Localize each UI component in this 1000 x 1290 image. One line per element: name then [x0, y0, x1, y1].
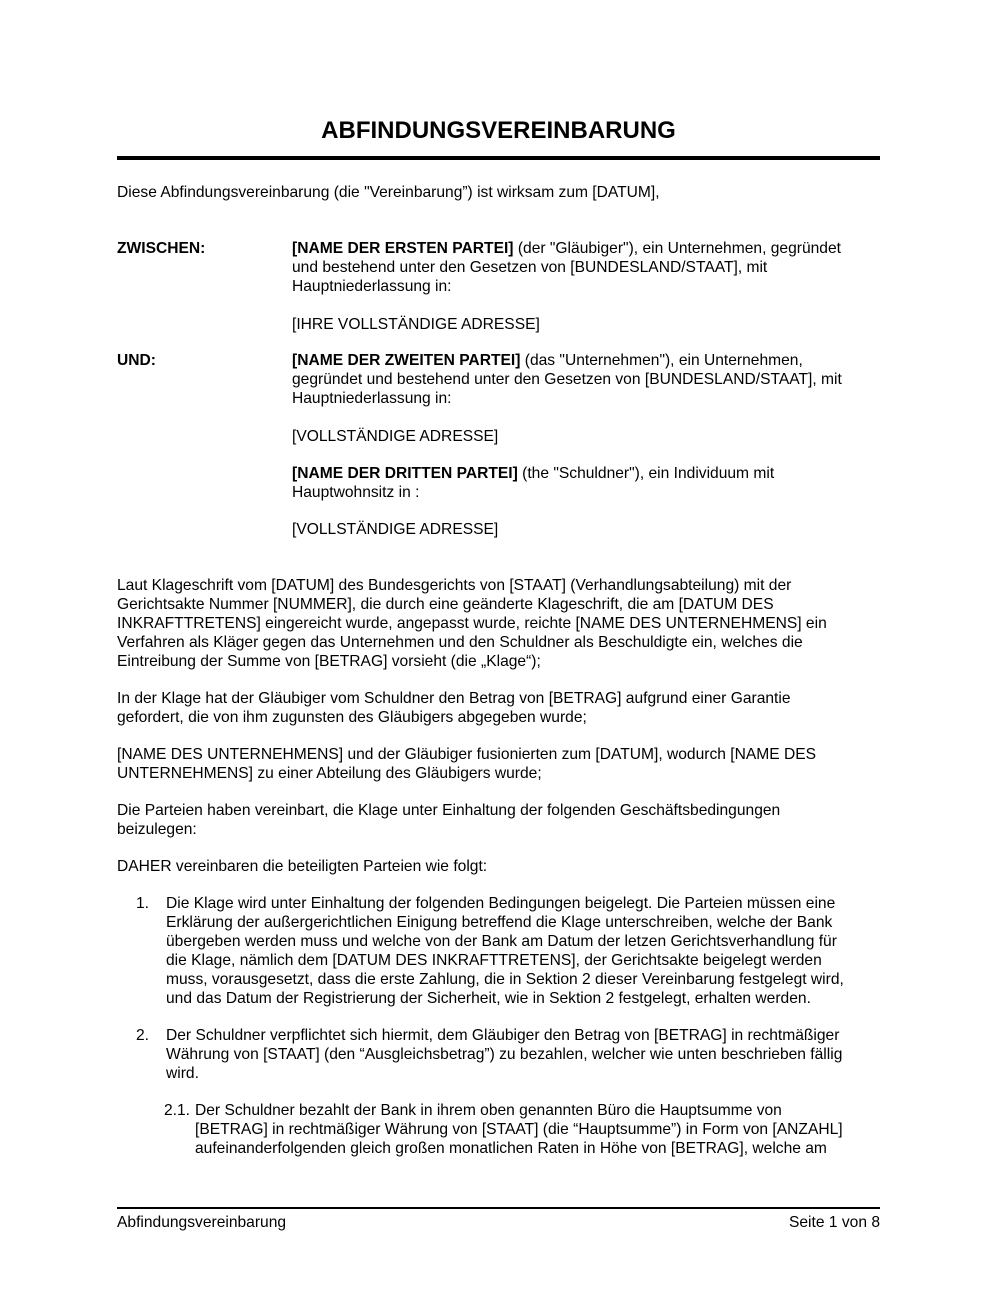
second-party-line-2: gegründet und bestehend unter den Gesetzen von [BUNDESLAND/STAAT], mit — [292, 371, 842, 388]
second-party-block — [292, 351, 842, 408]
subclause-2-1-text — [195, 1101, 843, 1158]
third-party-block — [292, 464, 774, 502]
recital-2-line: gefordert, die von ihm zugunsten des Gläubigers abgegeben wurde; — [117, 709, 587, 726]
first-party-address: [IHRE VOLLSTÄNDIGE ADRESSE] — [292, 316, 540, 333]
second-party-line-1-rest: (das "Unternehmen"), ein Unternehmen, — [520, 352, 803, 369]
recital-paragraph-1 — [117, 576, 827, 671]
recital-1-line: Gerichtsakte Nummer [NUMMER], die durch eine geänderte Klageschrift, die am [DATUM DES — [117, 596, 774, 613]
third-party-name: [NAME DER DRITTEN PARTEI] — [292, 465, 518, 482]
third-party-line-2: Hauptwohnsitz in : — [292, 484, 420, 501]
recital-4-line: beizulegen: — [117, 821, 197, 838]
clause-1-line: Erklärung der außergerichtlichen Einigung betreffend die Klage unterschreiben, welche der Bank — [166, 914, 833, 931]
clause-1-line: Die Klage wird unter Einhaltung der folgenden Bedingungen beigelegt. Die Parteien müssen eine — [166, 895, 836, 912]
clause-2-text — [166, 1026, 842, 1083]
clause-2-number: 2. — [136, 1027, 150, 1044]
recital-1-line: INKRAFTTRETENS] eingereicht wurde, angepasst wurde, reichte [NAME DES UNTERNEHMENS] ein — [117, 615, 827, 632]
first-party-block — [292, 239, 841, 296]
recital-4-line: Die Parteien haben vereinbart, die Klage unter Einhaltung der folgenden Geschäftsbedingungen — [117, 802, 781, 819]
first-party-line-1 — [292, 239, 841, 258]
clause-1-line: und das Datum der Registrierung der Sicherheit, wie in Sektion 2 festgelegt, erhalten werden. — [166, 990, 811, 1007]
subclause-2-1-line: Der Schuldner bezahlt der Bank in ihrem oben genannten Büro die Hauptsumme von — [195, 1102, 782, 1119]
clause-1-text — [166, 894, 844, 1008]
document-title: ABFINDUNGSVEREINBARUNG — [321, 117, 676, 144]
clause-1-line: übergeben werden muss und welche von der Bank am Datum der letzen Gerichtsverhandlung für — [166, 933, 837, 950]
third-party-address: [VOLLSTÄNDIGE ADRESSE] — [292, 521, 499, 538]
recital-1-line: Laut Klageschrift vom [DATUM] des Bundesgerichts von [STAAT] (Verhandlungsabteilung) mit der — [117, 577, 792, 594]
recital-3-line: [NAME DES UNTERNEHMENS] und der Gläubiger fusionierten zum [DATUM], wodurch [NAME DES — [117, 746, 817, 763]
subclause-2-1-line: [BETRAG] in rechtmäßiger Währung von [STAAT] (die “Hauptsumme”) in Form von [ANZAHL] — [195, 1121, 843, 1138]
first-party-line-3: Hauptniederlassung in: — [292, 278, 452, 295]
third-party-line-1-rest: (the "Schuldner"), ein Individuum mit — [517, 465, 775, 482]
recital-paragraph-4 — [117, 801, 780, 839]
footer-document-name: Abfindungsvereinbarung — [117, 1214, 287, 1231]
first-party-line-2: und bestehend unter den Gesetzen von [BUNDESLAND/STAAT], mit — [292, 259, 768, 276]
and-label: UND: — [117, 352, 156, 369]
subclause-2-1-line: aufeinanderfolgenden gleich großen monatlichen Raten in Höhe von [BETRAG], welche am — [195, 1140, 827, 1157]
clause-2-line: Währung von [STAAT] (den “Ausgleichsbetrag”) zu bezahlen, welcher wie unten beschrieben fällig — [166, 1046, 843, 1063]
recital-1-line: Verfahren als Kläger gegen das Unternehmen und den Schuldner als Beschuldigte ein, welches die — [117, 634, 803, 651]
recital-paragraph-2 — [117, 689, 791, 727]
between-label: ZWISCHEN: — [117, 240, 206, 257]
first-party-line-1-rest: (der "Gläubiger"), ein Unternehmen, gegründet — [513, 240, 841, 257]
recital-paragraph-3 — [117, 745, 816, 783]
clause-2-line: wird. — [166, 1065, 199, 1082]
second-party-line-3: Hauptniederlassung in: — [292, 390, 452, 407]
clause-2-line: Der Schuldner verpflichtet sich hiermit, dem Gläubiger den Betrag von [BETRAG] in rechtmäßiger — [166, 1027, 840, 1044]
footer-divider — [117, 1207, 880, 1209]
therefore-paragraph: DAHER vereinbaren die beteiligten Parteien wie folgt: — [117, 858, 488, 875]
third-party-line-1 — [292, 464, 774, 483]
second-party-name: [NAME DER ZWEITEN PARTEI] — [292, 352, 521, 369]
recital-2-line: In der Klage hat der Gläubiger vom Schuldner den Betrag von [BETRAG] aufgrund einer Garantie — [117, 690, 791, 707]
clause-1-line: muss, vorausgesetzt, dass die erste Zahlung, die in Sektion 2 dieser Vereinbarung festgelegt wird, — [166, 971, 844, 988]
recital-1-line: Eintreibung der Summe von [BETRAG] vorsieht (die „Klage“); — [117, 653, 541, 670]
second-party-address: [VOLLSTÄNDIGE ADRESSE] — [292, 428, 499, 445]
subclause-2-1-number: 2.1. — [164, 1102, 191, 1119]
intro-paragraph: Diese Abfindungsvereinbarung (die "Vereinbarung”) ist wirksam zum [DATUM], — [117, 184, 660, 201]
second-party-line-1 — [292, 351, 842, 370]
title-divider — [117, 156, 880, 160]
clause-1-line: die Klage, nämlich dem [DATUM DES INKRAFTTRETENS], der Gerichtsakte beigelegt werden — [166, 952, 822, 969]
footer-page-number: Seite 1 von 8 — [788, 1214, 880, 1231]
first-party-name: [NAME DER ERSTEN PARTEI] — [292, 240, 514, 257]
clause-1-number: 1. — [136, 895, 150, 912]
recital-3-line: UNTERNEHMENS] zu einer Abteilung des Gläubigers wurde; — [117, 765, 542, 782]
